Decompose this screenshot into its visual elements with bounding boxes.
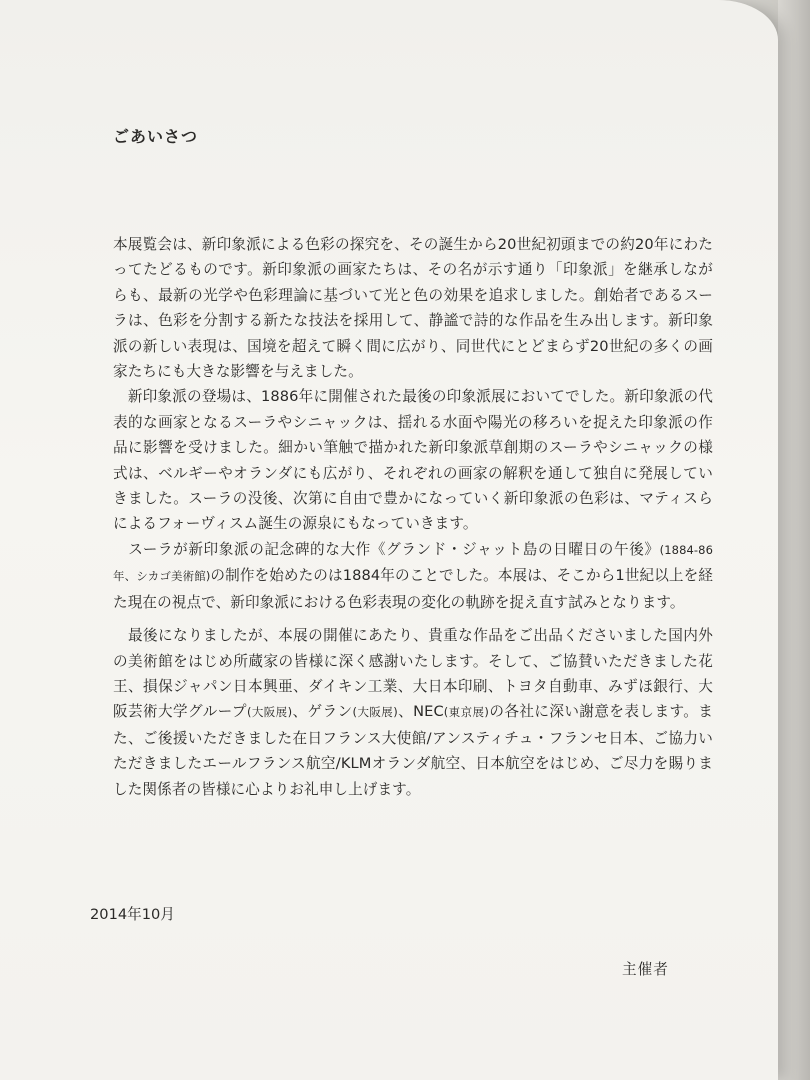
page-title: ごあいさつ [113,127,199,146]
date: 2014年10月 [90,906,175,923]
paragraph-4-text-c: 、NEC [397,703,444,721]
paragraph-4 [113,623,713,802]
page-edge-shadow [778,0,810,1080]
paragraph-3 [113,537,713,615]
organizer: 主催者 [622,961,669,978]
paragraph-2-text: 新印象派の登場は、1886年に開催された最後の印象派展においてでした。新印象派の代表的な画家となるスーラやシニャックは、揺れる水面や陽光の移ろいを捉えた印象派の作品に影響を受けました。細かい筆触で描かれた新印象派草創期のスーラやシニャックの様式は、ベルギーやオランダにも広がり、それぞれの画家の解釈を通して独自に発展していきました。スーラの没後、次第に自由で豊かになっていく新印象派の色彩は、マティスらによるフォーヴィスム誕生の源泉にもなっていきます。 [113,388,713,533]
paragraph-3-text-b: の制作を始めたのは1884年のことでした。本展は、そこから1世紀以上を経た現在の視点で、新印象派における色彩表現の変化の軌跡を捉え直す試みとなります。 [113,567,713,611]
paragraph-3-note: (1884-86年、シカゴ美術館) [113,542,713,584]
paragraph-4-text-b: 、ゲラン [292,703,353,721]
body-text [113,232,713,802]
paragraph-1: 本展覧会は、新印象派による色彩の探究を、その誕生から20世紀初頭までの約20年にわたってたどるものです。新印象派の画家たちは、その名が示す通り「印象派」を継承しながらも、最新の光学や色彩理論に基づいて光と色の効果を追求しました。創始者であるスーラは、色彩を分割する新たな技法を採用して、静謐で詩的な作品を生み出します。新印象派の新しい表現は、国境を超えて瞬く間に広がり、同世代にとどまらず20世紀の多くの画家たちにも大きな影響を与えました。 [113,236,713,381]
paragraph-4-text-d: の各社に深い謝意を表します。また、ご後援いただきました在日フランス大使館/アンスティチュ・フランセ日本、ご協力いただきましたエールフランス航空/KLMオランダ航空、日本航空をはじめ、ご尽力を賜りました関係者の皆様に心よりお礼申し上げます。 [113,703,714,798]
paragraph-4-text-a: 最後になりましたが、本展の開催にあたり、貴重な作品をご出品くださいました国内外の美術館をはじめ所蔵家の皆様に深く感謝いたします。そして、ご協賛いただきました花王、損保ジャパン日本興亜、ダイキン工業、大日本印刷、トヨタ自動車、みずほ銀行、大阪芸術大学グループ [113,627,713,721]
paragraph-2 [113,384,713,536]
paragraph-3-text-a: スーラが新印象派の記念碑的な大作《グランド・ジャット島の日曜日の午後》 [128,540,660,558]
paragraph-4-note-3: (東京展) [443,705,490,720]
paragraph-4-note-2: (大阪展) [352,705,398,720]
paragraph-4-note-1: (大阪展) [246,705,293,720]
